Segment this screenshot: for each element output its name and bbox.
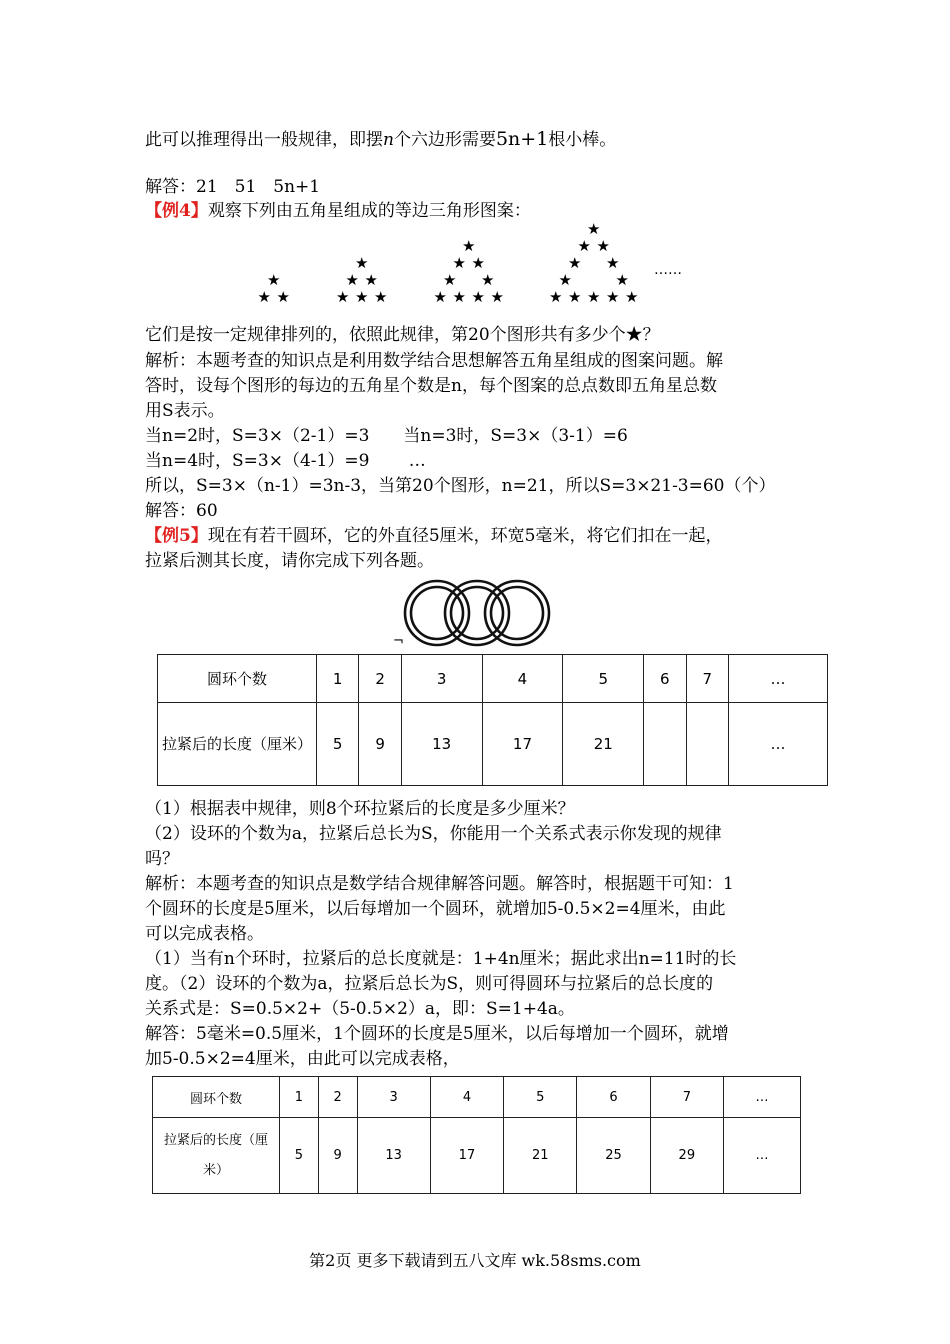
star-icon: ★ xyxy=(462,237,476,255)
ring-length-table-1 xyxy=(157,654,828,786)
table1-cell xyxy=(644,703,686,786)
table2-cell: 17 xyxy=(430,1118,503,1194)
intro-text-before: 此可以推理得出一般规律，即摆 xyxy=(145,130,383,150)
ex5-question-2a: （2）设环的个数为a，拉紧后总长为S，你能用一个关系式表示你发现的规律 xyxy=(145,824,722,844)
table2-cell: 1 xyxy=(280,1077,319,1118)
ex5-answer-2: 加5-0.5×2=4厘米，由此可以完成表格， xyxy=(145,1049,460,1069)
table1-cell: 5 xyxy=(563,655,644,703)
ring-3-inner xyxy=(491,587,543,639)
star-icon: ★ xyxy=(596,237,610,255)
star-icon: ★ xyxy=(276,288,290,306)
table2-cell: 9 xyxy=(318,1118,357,1194)
table1-cell: 17 xyxy=(482,703,563,786)
star-icon: ★ xyxy=(257,288,271,306)
table2-header-count: 圆环个数 xyxy=(153,1077,280,1118)
ex5-analysis-3: 可以完成表格。 xyxy=(145,924,264,944)
intro-text-after: 根小棒。 xyxy=(548,130,617,150)
ex5-analysis-2: 个圆环的长度是5厘米，以后每增加一个圆环，就增加5-0.5×2=4厘米，由此 xyxy=(145,899,726,919)
ex4-analysis-2: 答时，设每个图形的每边的五角星个数是n，每个图案的总点数即五角星总数 xyxy=(145,376,717,396)
table1-cell: 5 xyxy=(317,703,359,786)
star-icon: ★ xyxy=(355,254,369,272)
ring-2-inner xyxy=(451,587,503,639)
star-icon: ★ xyxy=(481,271,495,289)
example-4-tag: 【例4】 xyxy=(145,201,208,221)
table1-row-count xyxy=(158,655,828,703)
star-icon: ★ xyxy=(364,271,378,289)
star-icon: ★ xyxy=(606,254,620,272)
var-n: n xyxy=(383,130,394,150)
interlocking-rings-figure xyxy=(395,578,560,648)
example-5-heading xyxy=(145,524,810,548)
ring-1 xyxy=(405,581,469,645)
star-icon: ★ xyxy=(568,288,582,306)
ring-1-inner xyxy=(411,587,463,639)
ex4-analysis-1: 解析：本题考查的知识点是利用数学结合思想解答五角星组成的图案问题。解 xyxy=(145,351,723,371)
star-icon: ★ xyxy=(606,288,620,306)
page-footer: 第2页 更多下载请到五八文库 wk.58sms.com xyxy=(309,1251,641,1270)
star-icon: ★ xyxy=(471,288,485,306)
ex5-analysis-6: 关系式是：S=0.5×2+（5-0.5×2）a，即：S=1+4a。 xyxy=(145,999,575,1019)
ex5-analysis-4: （1）当有n个环时，拉紧后的总长度就是：1+4n厘米；据此求出n=11时的长 xyxy=(145,949,737,969)
star-icon: ★ xyxy=(471,254,485,272)
example-4-title: 观察下列由五角星组成的等边三角形图案： xyxy=(207,201,531,221)
ring-2 xyxy=(445,581,509,645)
table2-cell: 5 xyxy=(504,1077,577,1118)
star-icon: ★ xyxy=(433,288,447,306)
ex5-question-1: （1）根据表中规律，则8个环拉紧后的长度是多少厘米？ xyxy=(145,799,575,819)
table2-cell: 2 xyxy=(318,1077,357,1118)
example-4-heading xyxy=(145,199,810,223)
table1-header-count: 圆环个数 xyxy=(158,655,317,703)
star-icon: ★ xyxy=(587,220,601,238)
table2-row-count xyxy=(153,1077,801,1118)
ex5-question-2b: 吗？ xyxy=(145,849,179,869)
table1-cell: … xyxy=(729,703,828,786)
table2-cell: 29 xyxy=(650,1118,723,1194)
ex5-answer-1: 解答：5毫米=0.5厘米，1个圆环的长度是5厘米，以后每增加一个圆环，就增 xyxy=(145,1024,729,1044)
star-icon: ★ xyxy=(443,271,457,289)
star-icon: ★ xyxy=(345,271,359,289)
table1-cell: 1 xyxy=(317,655,359,703)
example-5-title-1: 现在有若干圆环，它的外直径5厘米，环宽5毫米，将它们扣在一起， xyxy=(207,526,723,546)
example-5-title-2: 拉紧后测其长度，请你完成下列各题。 xyxy=(145,551,434,571)
star-icon: ★ xyxy=(615,271,629,289)
ex5-analysis-1: 解析：本题考查的知识点是数学结合规律解答问题。解答时，根据题干可知：1 xyxy=(145,874,734,894)
table1-cell: 13 xyxy=(401,703,482,786)
star-icon: ★ xyxy=(355,288,369,306)
table1-cell: 21 xyxy=(563,703,644,786)
table1-cell: 7 xyxy=(686,655,728,703)
star-icon: ★ xyxy=(625,288,639,306)
table1-cell: 6 xyxy=(644,655,686,703)
formula-5n1: 5n+1 xyxy=(495,128,549,150)
star-icon: ★ xyxy=(587,288,601,306)
star-icon: ★ xyxy=(452,288,466,306)
figure-ellipsis: …… xyxy=(654,262,682,278)
ex4-answer: 解答：60 xyxy=(145,501,218,521)
table1-cell: 9 xyxy=(359,703,401,786)
table2-cell: 5 xyxy=(280,1118,319,1194)
table2-cell: 21 xyxy=(504,1118,577,1194)
table1-cell: 4 xyxy=(482,655,563,703)
table1-cell xyxy=(686,703,728,786)
star-icon: ★ xyxy=(374,288,388,306)
example-4-question: 它们是按一定规律排列的，依照此规律，第20个图形共有多少个★？ xyxy=(145,325,660,345)
ex4-case-2: 当n=4时，S=3×（4-1）=9 … xyxy=(145,451,426,471)
intro-text-middle: 个六边形需要 xyxy=(393,130,496,150)
ex5-analysis-5: 度。（2）设环的个数为a，拉紧后总长为S，则可得圆环与拉紧后的总长度的 xyxy=(145,974,714,994)
intro-line xyxy=(145,127,810,152)
ex4-analysis-3: 用S表示。 xyxy=(145,401,225,421)
figure-mark: ¬ xyxy=(393,634,404,649)
ex4-case-1: 当n=2时，S=3×（2-1）=3 当n=3时，S=3×（3-1）=6 xyxy=(145,426,628,446)
star-icon: ★ xyxy=(577,237,591,255)
table2-cell: … xyxy=(724,1077,801,1118)
ring-length-table-2 xyxy=(152,1076,801,1194)
ex4-conclusion: 所以，S=3×（n-1）=3n-3，当第20个图形，n=21，所以S=3×21-3=60（个） xyxy=(145,476,776,496)
table2-row-length xyxy=(153,1118,801,1194)
star-icon: ★ xyxy=(568,254,582,272)
table2-cell: … xyxy=(724,1118,801,1194)
table2-cell: 3 xyxy=(357,1077,430,1118)
table1-cell: … xyxy=(729,655,828,703)
star-icon: ★ xyxy=(336,288,350,306)
star-icon: ★ xyxy=(452,254,466,272)
answer-3: 解答：21 51 5n+1 xyxy=(145,177,321,197)
table2-cell: 4 xyxy=(430,1077,503,1118)
table2-cell: 7 xyxy=(650,1077,723,1118)
table1-cell: 3 xyxy=(401,655,482,703)
star-icon: ★ xyxy=(549,288,563,306)
ring-3 xyxy=(485,581,549,645)
star-icon: ★ xyxy=(267,271,281,289)
table2-cell: 25 xyxy=(577,1118,650,1194)
example-5-tag: 【例5】 xyxy=(145,526,208,546)
star-icon: ★ xyxy=(490,288,504,306)
table2-header-length: 拉紧后的长度（厘米） xyxy=(153,1118,280,1194)
table2-cell: 13 xyxy=(357,1118,430,1194)
table1-cell: 2 xyxy=(359,655,401,703)
star-icon: ★ xyxy=(558,271,572,289)
table1-header-length: 拉紧后的长度（厘米） xyxy=(158,703,317,786)
table2-cell: 6 xyxy=(577,1077,650,1118)
table1-row-length xyxy=(158,703,828,786)
